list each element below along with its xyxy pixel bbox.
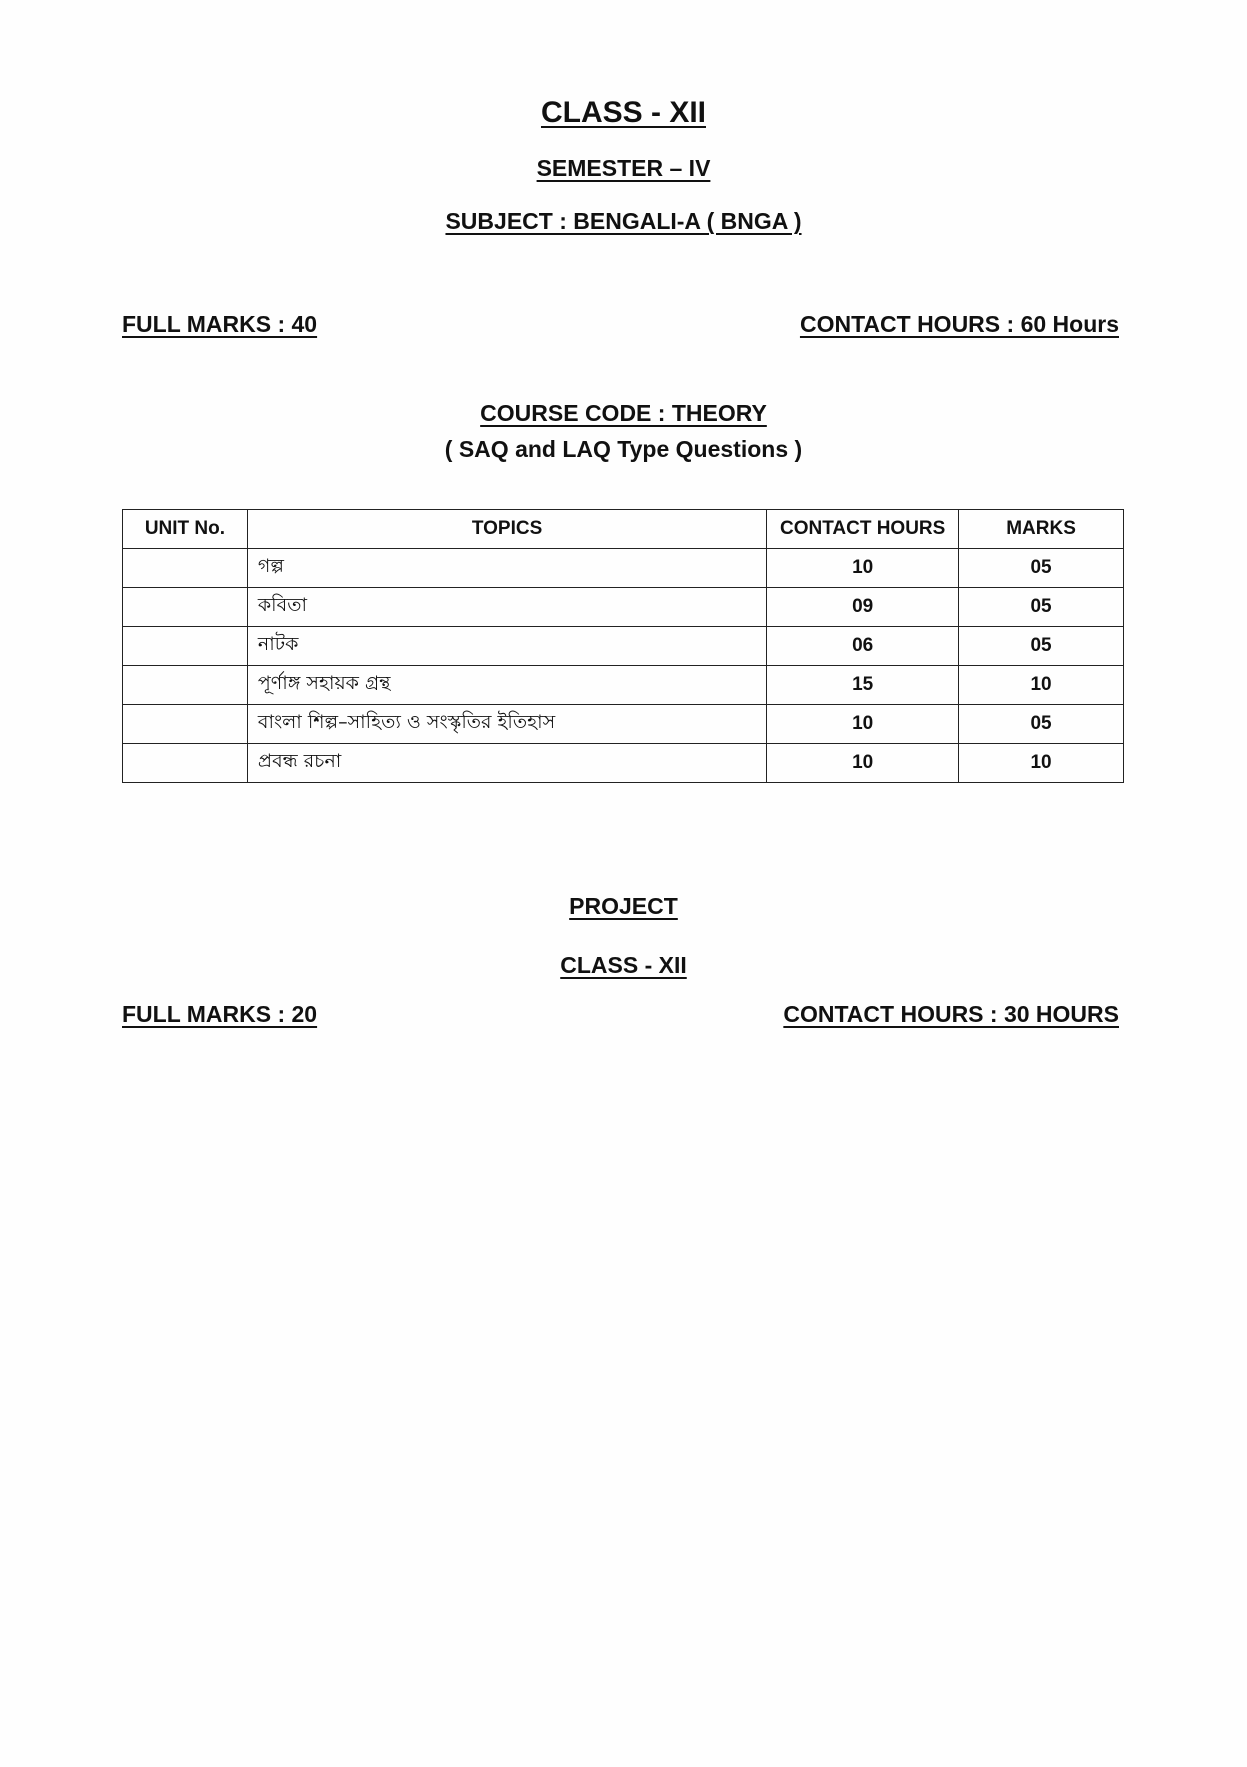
project-class-heading [0,952,1247,979]
cell-hours: 10 [767,744,959,783]
table-row [123,588,1124,627]
cell-hours: 06 [767,627,959,666]
cell-topic: বাংলা শিল্প–সাহিত্য ও সংস্কৃতির ইতিহাস [247,705,766,744]
table-row [123,705,1124,744]
header-topics: TOPICS [247,510,766,549]
semester-heading [0,155,1247,182]
table-row [123,666,1124,705]
cell-topic: প্রবন্ধ রচনা [247,744,766,783]
cell-topic: নাটক [247,627,766,666]
header-marks: MARKS [959,510,1124,549]
class-title [0,96,1247,130]
table-header-row [123,510,1124,549]
semester-text: SEMESTER – IV [536,155,711,181]
header-unit-no: UNIT No. [123,510,248,549]
cell-marks: 05 [959,549,1124,588]
cell-hours: 09 [767,588,959,627]
cell-topic: গল্প [247,549,766,588]
table-row [123,627,1124,666]
cell-hours: 10 [767,705,959,744]
cell-marks: 05 [959,705,1124,744]
cell-hours: 15 [767,666,959,705]
theory-full-marks: FULL MARKS : 40 [122,311,318,337]
course-code-text: COURSE CODE : THEORY [480,400,767,426]
cell-marks: 05 [959,627,1124,666]
theory-contact-hours: CONTACT HOURS : 60 Hours [799,311,1119,337]
project-contact-hours: CONTACT HOURS : 30 HOURS [783,1001,1119,1027]
header-contact-hours: CONTACT HOURS [767,510,959,549]
project-title-text: PROJECT [569,893,678,919]
cell-topic: পূর্ণাঙ্গ সহায়ক গ্রন্থ [247,666,766,705]
cell-marks: 10 [959,666,1124,705]
question-type-note: ( SAQ and LAQ Type Questions ) [444,436,803,462]
cell-unit [123,744,248,783]
cell-unit [123,588,248,627]
project-class-text: CLASS - XII [560,952,687,978]
subject-heading [0,208,1247,235]
cell-marks: 05 [959,588,1124,627]
class-title-text: CLASS - XII [540,96,706,129]
course-code-heading [0,400,1247,427]
cell-unit [123,705,248,744]
project-heading [0,893,1247,920]
cell-unit [123,627,248,666]
table-row [123,744,1124,783]
cell-topic: কবিতা [247,588,766,627]
cell-unit [123,666,248,705]
cell-unit [123,549,248,588]
cell-hours: 10 [767,549,959,588]
subject-text: SUBJECT : BENGALI-A ( BNGA ) [445,208,802,234]
syllabus-table [122,509,1124,783]
project-full-marks: FULL MARKS : 20 [122,1001,318,1027]
cell-marks: 10 [959,744,1124,783]
table-row [123,549,1124,588]
